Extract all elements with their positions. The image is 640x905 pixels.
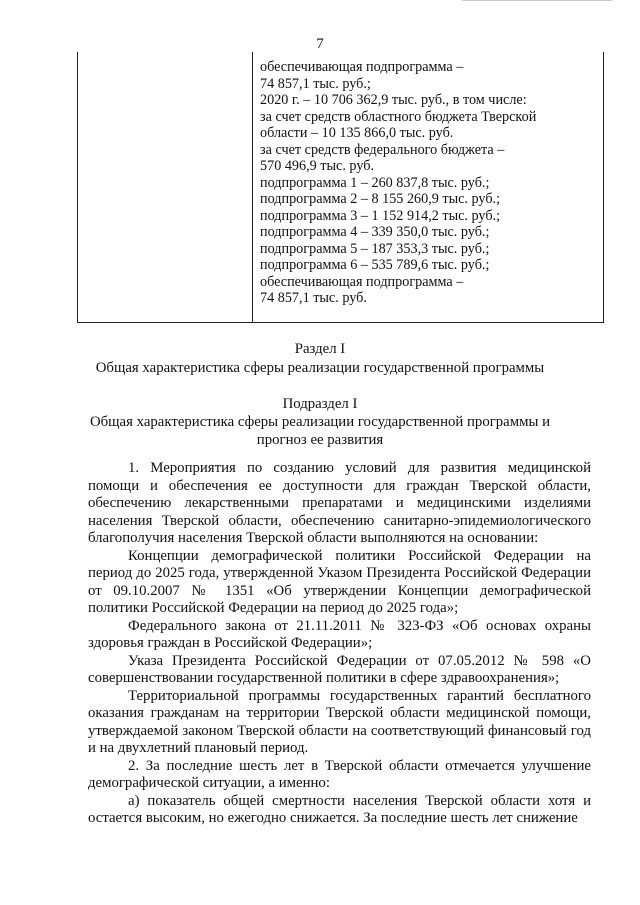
table-line: подпрограмма 6 – 535 789,6 тыс. руб.;	[260, 257, 490, 273]
subsection-title: Подраздел I	[282, 396, 358, 412]
table-line: подпрограмма 4 – 339 350,0 тыс. руб.;	[260, 224, 490, 240]
paragraph: 1. Мероприятия по созданию условий для развития медицинской помощи и обеспечения ее доступности для граждан Тверской области, обеспечению лекарственными препаратами и медицинскими изделиями населения Тверской области, обеспечению санитарно-эпидемиологического благополучия населения Тверской области выполняются на основании:	[88, 460, 591, 546]
section-subtitle: Общая характеристика сферы реализации государственной программы	[95, 360, 545, 376]
section-title: Раздел I	[294, 341, 346, 357]
table-line: обеспечивающая подпрограмма –	[260, 59, 464, 75]
paragraph: 2. За последние шесть лет в Тверской области отмечается улучшение демографической ситуации, а именно:	[88, 757, 591, 791]
table-line: 74 857,1 тыс. руб.;	[260, 75, 371, 92]
paragraph: Территориальной программы государственных гарантий бесплатного оказания гражданам на территории Тверской области медицинской помощи, утверждаемой законом Тверской области на соответствующий финансовый год и на двухлетний плановый период.	[88, 687, 591, 756]
paragraph: а) показатель общей смертности населения Тверской области хотя и остается высоким, но ежегодно снижается. За последние шесть лет снижение	[88, 792, 591, 826]
table-line: 570 496,9 тыс. руб.	[260, 158, 374, 174]
table-line: подпрограмма 1 – 260 837,8 тыс. руб.;	[260, 174, 490, 191]
funding-table	[77, 52, 604, 323]
table-line: области – 10 135 866,0 тыс. руб.	[260, 125, 454, 141]
table-right-cell	[260, 59, 600, 307]
table-line: подпрограмма 2 – 8 155 260,9 тыс. руб.;	[260, 191, 501, 207]
table-line: за счет средств федерального бюджета –	[260, 141, 505, 158]
subsection-subtitle-line1: Общая характеристика сферы реализации государственной программы и	[89, 414, 551, 430]
table-line: 74 857,1 тыс. руб.	[260, 290, 367, 306]
table-line: подпрограмма 3 – 1 152 914,2 тыс. руб.;	[260, 207, 501, 224]
subsection-subtitle-line2: прогноз ее развития	[256, 432, 384, 448]
scan-header-mark	[462, 0, 612, 4]
table-line: обеспечивающая подпрограмма –	[260, 273, 464, 290]
page-number: 7	[316, 36, 324, 52]
table-line: 2020 г. – 10 706 362,9 тыс. руб., в том числе:	[260, 92, 527, 108]
table-column-divider	[252, 52, 253, 322]
body-text	[88, 460, 591, 828]
table-line: подпрограмма 5 – 187 353,3 тыс. руб.;	[260, 240, 490, 257]
paragraph: Концепции демографической политики Российской Федерации на период до 2025 года, утвержденной Указом Президента Российской Федерации от 09.10.2007 № 1351 «Об утверждении Концепции демографической политики Российской Федерации на период до 2025 года»;	[88, 547, 591, 616]
paragraph: Федерального закона от 21.11.2011 № 323-ФЗ «Об основах охраны здоровья граждан в Российской Федерации»;	[88, 617, 591, 651]
paragraph: Указа Президента Российской Федерации от 07.05.2012 № 598 «О совершенствовании государственной политики в сфере здравоохранения»;	[88, 652, 591, 686]
table-line: за счет средств областного бюджета Тверской	[260, 108, 537, 125]
